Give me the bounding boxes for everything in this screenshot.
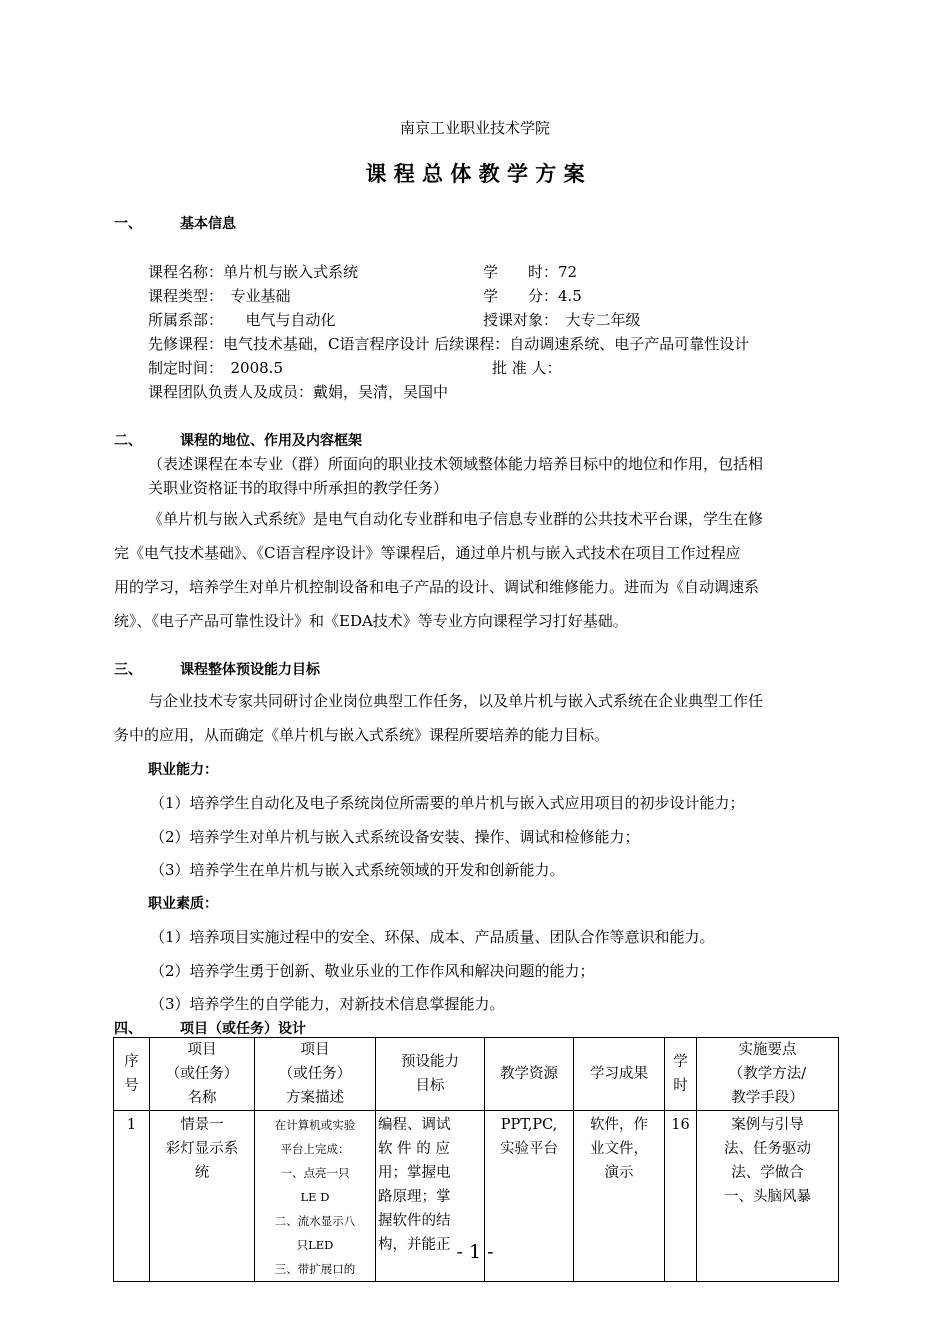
course-target: 授课对象： 大专二年级	[483, 311, 641, 329]
ability-heading: 职业能力：	[148, 762, 218, 778]
header-hours: 学 时	[665, 1038, 697, 1111]
ability-item-2: （2）培养学生对单片机与嵌入式系统设备安装、操作、调试和检修能力；	[150, 828, 640, 846]
section-2-note-line1: （表述课程在本专业（群）所面向的职业技术领域整体能力培养目标中的地位和作用，包括相	[148, 455, 764, 473]
section-2-title: 课程的地位、作用及内容框架	[180, 433, 362, 449]
section-3-para-line1: 与企业技术专家共同研讨企业岗位典型工作任务，以及单片机与嵌入式系统在企业典型工作任	[148, 692, 764, 710]
course-date: 制定时间： 2008.5	[148, 359, 283, 377]
section-4-number: 四、	[114, 1021, 142, 1037]
page-number: - 1 -	[456, 1241, 494, 1263]
section-3-number: 三、	[114, 662, 142, 678]
section-1-number: 一、	[114, 216, 142, 232]
course-name: 课程名称：单片机与嵌入式系统	[148, 263, 359, 281]
header-method: 实施要点 （教学方法/ 教学手段）	[697, 1038, 839, 1111]
row1-seq: 1	[114, 1111, 150, 1282]
course-hours: 学 时：72	[483, 263, 578, 281]
section-1-title: 基本信息	[180, 216, 236, 232]
header-name: 项目 （或任务） 名称	[150, 1038, 255, 1111]
row1-outcome: 软件，作 业文件， 演示	[574, 1111, 665, 1282]
table-header-row	[114, 1038, 839, 1111]
header-seq: 序 号	[114, 1038, 150, 1111]
quality-item-3: （3）培养学生的自学能力，对新技术信息掌握能力。	[150, 995, 505, 1013]
course-team: 课程团队负责人及成员：戴娟，吴清，吴国中	[148, 383, 449, 401]
header-resource: 教学资源	[485, 1038, 574, 1111]
header-desc: 项目 （或任务） 方案描述	[255, 1038, 376, 1111]
row1-resource: PPT,PC, 实验平台	[485, 1111, 574, 1282]
section-3-para-line2: 务中的应用，从而确定《单片机与嵌入式系统》课程所要培养的能力目标。	[114, 726, 610, 744]
section-2-para-line2: 完《电气技术基础》、《C语言程序设计》等课程后，通过单片机与嵌入式技术在项目工作过程应	[114, 544, 741, 562]
ability-item-1: （1）培养学生自动化及电子系统岗位所需要的单片机与嵌入式应用项目的初步设计能力；	[150, 794, 745, 812]
section-4-title: 项目（或任务）设计	[180, 1021, 306, 1037]
section-2-number: 二、	[114, 433, 142, 449]
course-dept: 所属系部： 电气与自动化	[148, 311, 336, 329]
quality-item-1: （1）培养项目实施过程中的安全、环保、成本、产品质量、团队合作等意识和能力。	[150, 928, 715, 946]
course-prereq: 先修课程：电气技术基础，C语言程序设计 后续课程：自动调速系统、电子产品可靠性设计	[148, 335, 750, 353]
row1-name: 情景一 彩灯显示系 统	[150, 1111, 255, 1282]
section-2-para-line1: 《单片机与嵌入式系统》是电气自动化专业群和电子信息专业群的公共技术平台课，学生在修	[148, 510, 764, 528]
header-goal: 预设能力 目标	[376, 1038, 485, 1111]
header-outcome: 学习成果	[574, 1038, 665, 1111]
quality-item-2: （2）培养学生勇于创新、敬业乐业的工作作风和解决问题的能力；	[150, 962, 595, 980]
section-2-para-line3: 用的学习，培养学生对单片机控制设备和电子产品的设计、调试和维修能力。进而为《自动调速系	[114, 578, 760, 596]
section-2-para-line4: 统》、《电子产品可靠性设计》和《EDA技术》等专业方向课程学习打好基础。	[114, 612, 628, 630]
section-3-title: 课程整体预设能力目标	[180, 662, 320, 678]
page-title: 课 程 总 体 教 学 方 案	[365, 162, 585, 186]
row1-goal: 编程、调试 软 件 的 应 用；掌握电 路原理；掌 握软件的结 构，并能正	[376, 1111, 485, 1282]
ability-item-3: （3）培养学生在单片机与嵌入式系统领域的开发和创新能力。	[150, 861, 565, 879]
section-2-note-line2: 关职业资格证书的取得中所承担的教学任务）	[148, 479, 449, 497]
quality-heading: 职业素质：	[148, 896, 218, 912]
course-credits: 学 分：4.5	[483, 287, 582, 305]
row1-desc: 在计算机或实验 平台上完成： 一、点亮一只 LE D 二、流水显示八 只LED 三、带扩展口的	[255, 1111, 376, 1282]
course-type: 课程类型： 专业基础	[148, 287, 291, 305]
course-approver: 批 准 人：	[492, 359, 562, 377]
row1-hours: 16	[665, 1111, 697, 1282]
row1-method: 案例与引导 法、任务驱动 法、学做合 一、头脑风暴	[697, 1111, 839, 1282]
school-name: 南京工业职业技术学院	[399, 119, 550, 137]
